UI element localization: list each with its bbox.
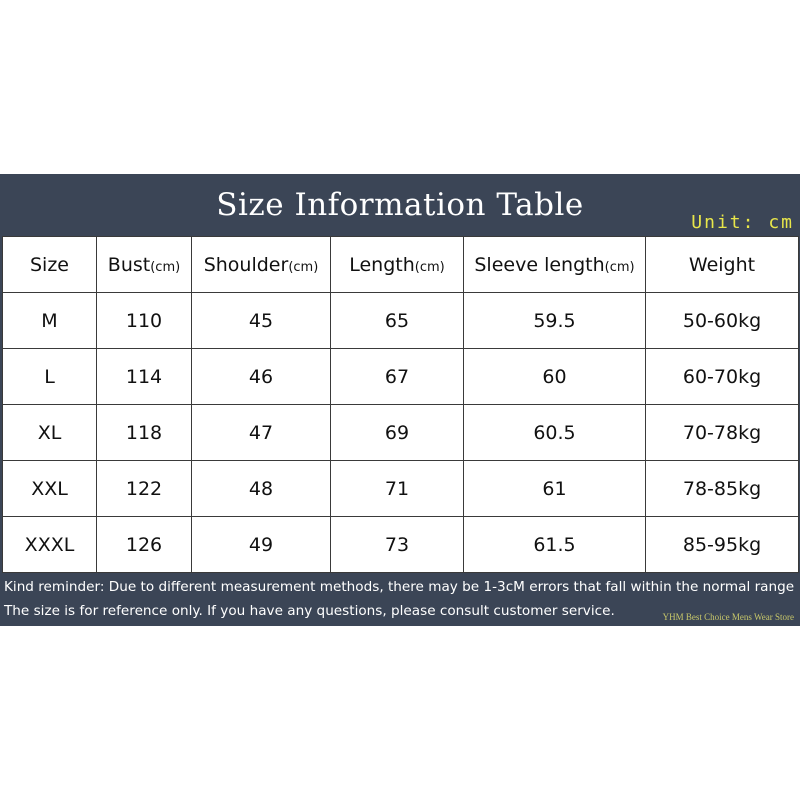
cell-bust: 122 bbox=[97, 461, 192, 517]
chart-title: Size Information Table bbox=[216, 187, 584, 223]
cell-length: 65 bbox=[331, 293, 464, 349]
table-row bbox=[3, 517, 799, 573]
reference-text: The size is for reference only. If you have any questions, please consult customer service. bbox=[4, 603, 615, 619]
size-chart-card bbox=[0, 174, 800, 626]
size-table bbox=[2, 236, 799, 573]
column-header-size: Size bbox=[3, 237, 97, 293]
cell-bust: 114 bbox=[97, 349, 192, 405]
cell-bust: 118 bbox=[97, 405, 192, 461]
cell-sleeve-length: 61 bbox=[464, 461, 646, 517]
table-row bbox=[3, 405, 799, 461]
column-header-length: Length(cm) bbox=[331, 237, 464, 293]
cell-bust: 110 bbox=[97, 293, 192, 349]
cell-length: 67 bbox=[331, 349, 464, 405]
column-header-weight: Weight bbox=[646, 237, 799, 293]
cell-size: L bbox=[3, 349, 97, 405]
cell-weight: 60-70kg bbox=[646, 349, 799, 405]
reminder-text: Kind reminder: Due to different measurement methods, there may be 1-3cM errors that fall within the normal range bbox=[4, 579, 795, 595]
cell-sleeve-length: 60.5 bbox=[464, 405, 646, 461]
title-bar bbox=[0, 174, 800, 236]
cell-size: XL bbox=[3, 405, 97, 461]
cell-length: 71 bbox=[331, 461, 464, 517]
cell-sleeve-length: 60 bbox=[464, 349, 646, 405]
table-header-row bbox=[3, 237, 799, 293]
cell-shoulder: 45 bbox=[192, 293, 331, 349]
cell-sleeve-length: 61.5 bbox=[464, 517, 646, 573]
table-row bbox=[3, 293, 799, 349]
unit-label: Unit: cm bbox=[691, 212, 794, 233]
cell-size: XXL bbox=[3, 461, 97, 517]
table-row bbox=[3, 349, 799, 405]
cell-length: 69 bbox=[331, 405, 464, 461]
column-header-shoulder: Shoulder(cm) bbox=[192, 237, 331, 293]
cell-bust: 126 bbox=[97, 517, 192, 573]
cell-sleeve-length: 59.5 bbox=[464, 293, 646, 349]
column-header-sleeve-length: Sleeve length(cm) bbox=[464, 237, 646, 293]
column-header-bust: Bust(cm) bbox=[97, 237, 192, 293]
cell-shoulder: 49 bbox=[192, 517, 331, 573]
cell-shoulder: 47 bbox=[192, 405, 331, 461]
cell-weight: 85-95kg bbox=[646, 517, 799, 573]
store-watermark: YHM Best Choice Mens Wear Store bbox=[662, 612, 794, 622]
cell-weight: 70-78kg bbox=[646, 405, 799, 461]
cell-weight: 50-60kg bbox=[646, 293, 799, 349]
cell-shoulder: 48 bbox=[192, 461, 331, 517]
cell-size: XXXL bbox=[3, 517, 97, 573]
cell-weight: 78-85kg bbox=[646, 461, 799, 517]
cell-length: 73 bbox=[331, 517, 464, 573]
table-row bbox=[3, 461, 799, 517]
cell-size: M bbox=[3, 293, 97, 349]
cell-shoulder: 46 bbox=[192, 349, 331, 405]
